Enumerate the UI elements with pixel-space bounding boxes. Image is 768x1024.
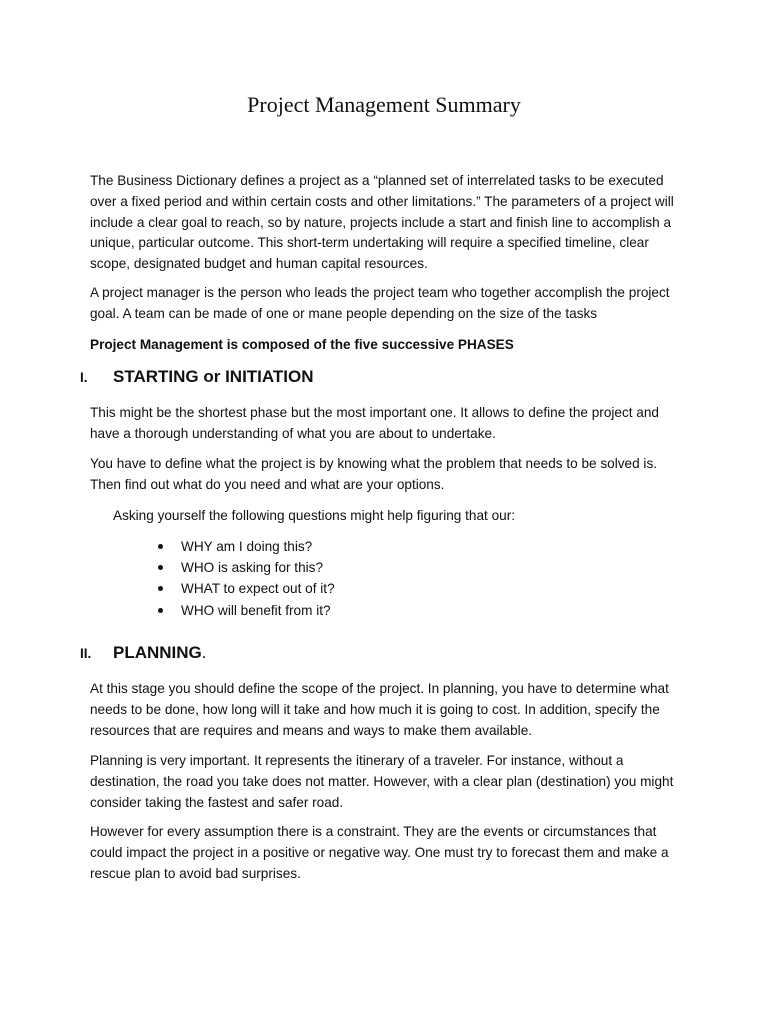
list-item — [158, 578, 335, 599]
section-2-paragraph-2: Planning is very important. It represents the itinerary of a traveler. For instance, without a destination, the road you take does not matter. However, with a clear plan (destination) you might consider taking the fastest and safer road. — [90, 753, 674, 810]
question-text: WHO will benefit from it? — [181, 602, 331, 618]
questions-intro: Asking yourself the following questions might help figuring that our: — [113, 508, 515, 523]
section-1-title: STARTING or INITIATION — [113, 367, 314, 386]
section-2-number: II. — [80, 646, 92, 661]
bullet-icon — [158, 586, 163, 591]
questions-list — [158, 536, 335, 621]
question-text: WHO is asking for this? — [181, 560, 324, 576]
bullet-icon — [158, 608, 163, 613]
intro-paragraph-2: A project manager is the person who leads the project team who together accomplish the project goal. A team can be made of one or mane people depending on the size of the tasks — [90, 285, 670, 321]
section-2-paragraph-1: At this stage you should define the scope of the project. In planning, you have to determine what needs to be done, how long will it take and how much it is going to cost. In addition, specify the resources that are requires and means and ways to make them available. — [90, 681, 669, 738]
section-2-title: PLANNING — [113, 643, 202, 662]
question-text: WHY am I doing this? — [181, 539, 313, 555]
list-item — [158, 600, 335, 621]
section-2-heading — [80, 643, 207, 663]
section-1-number: I. — [80, 370, 88, 385]
section-1-paragraph-1: This might be the shortest phase but the most important one. It allows to define the project and have a thorough understanding of what you are about to undertake. — [90, 405, 659, 441]
section-2-title-suffix: . — [201, 643, 207, 662]
intro-paragraph-1: The Business Dictionary defines a project as a “planned set of interrelated tasks to be executed over a fixed period and within certain costs and other limitations.” The parameters of a project will include a clear goal to reach, so by nature, projects include a start and finish line to accomplish a unique, particular outcome. This short-term undertaking will require a specified timeline, clear scope, designated budget and human capital resources. — [90, 173, 674, 272]
list-item — [158, 557, 335, 578]
section-1-paragraph-2: You have to define what the project is by knowing what the problem that needs to be solved is. Then find out what do you need and what are your options. — [90, 456, 658, 492]
phases-intro: Project Management is composed of the five successive PHASES — [90, 337, 514, 352]
bullet-icon — [158, 544, 163, 549]
list-item — [158, 536, 335, 557]
question-text: WHAT to expect out of it? — [181, 581, 335, 597]
bullet-icon — [158, 565, 163, 570]
section-1-heading — [80, 367, 314, 387]
section-2-paragraph-3: However for every assumption there is a constraint. They are the events or circumstances that could impact the project in a positive or negative way. One must try to forecast them and make a rescue plan to avoid bad surprises. — [90, 824, 669, 881]
document-title: Project Management Summary — [247, 92, 521, 117]
